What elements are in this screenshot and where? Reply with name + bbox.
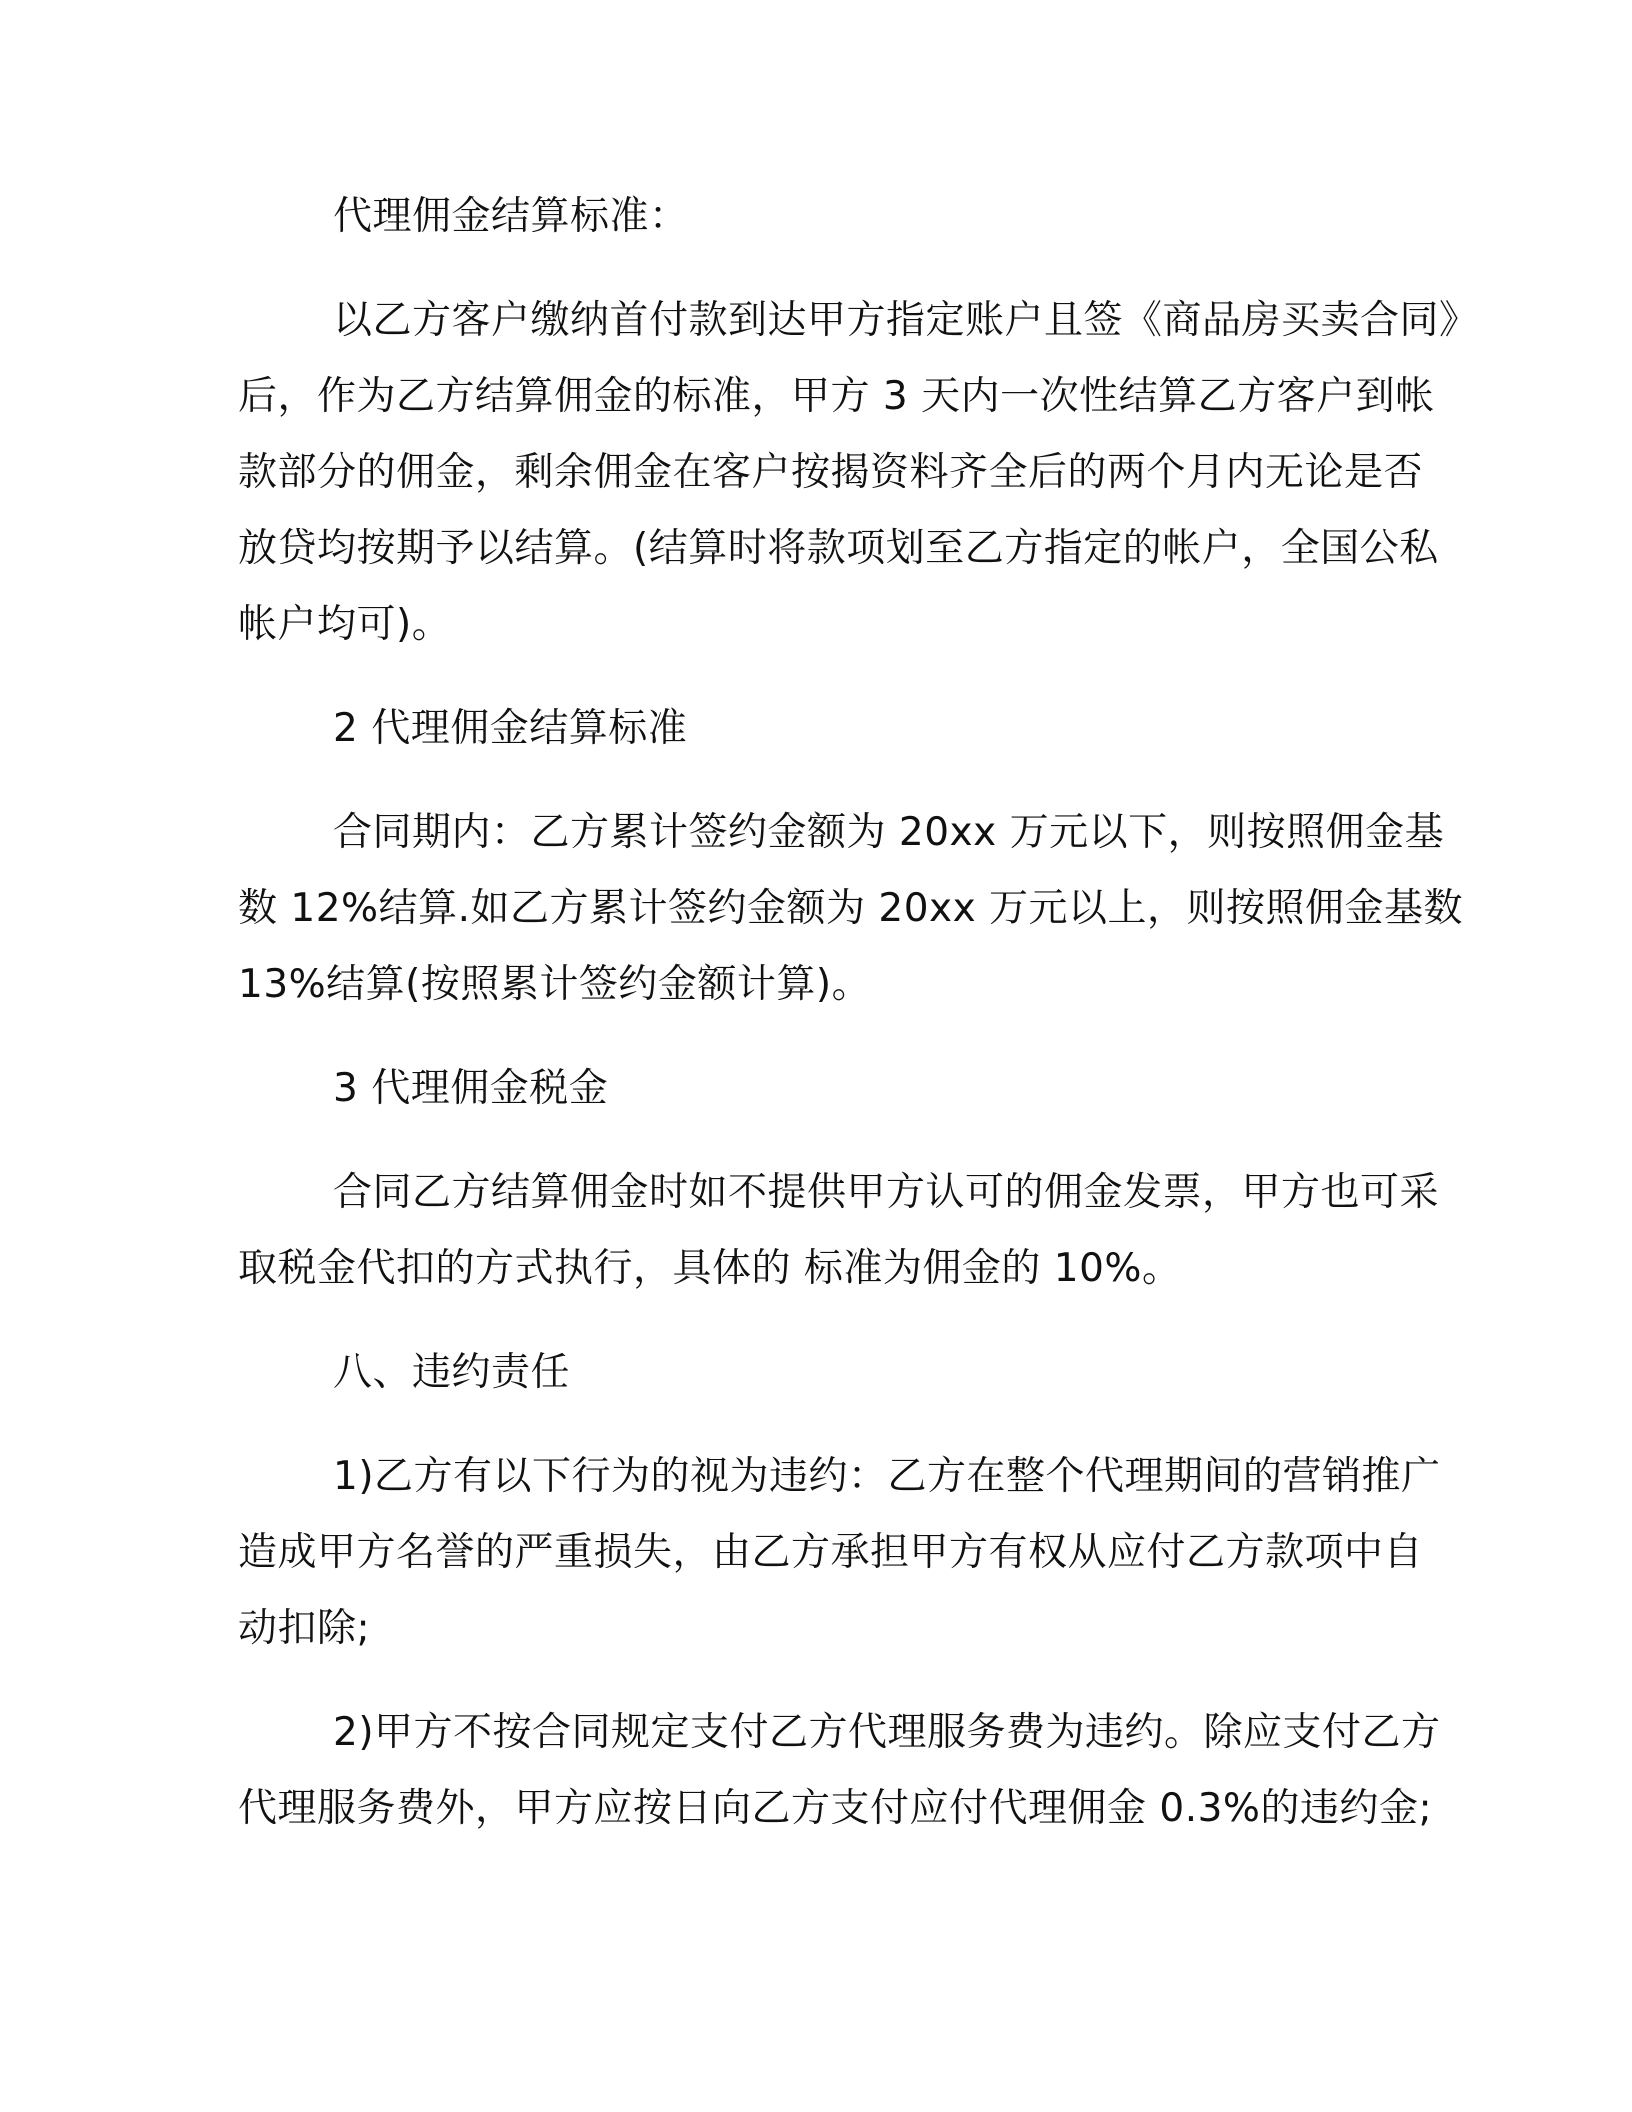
heading-section-3: 3 代理佣金税金 — [333, 1066, 609, 1111]
paragraph-breach-1-line-3: 动扣除; — [238, 1606, 371, 1651]
paragraph-contract-period-line-3: 13%结算(按照累计签约金额计算)。 — [238, 962, 872, 1007]
paragraph-breach-2-line-2: 代理服务费外，甲方应按日向乙方支付应付代理佣金 0.3%的违约金; — [238, 1786, 1433, 1831]
paragraph-contract-period-line-2: 数 12%结算.如乙方累计签约金额为 20xx 万元以上，则按照佣金基数 — [238, 886, 1464, 931]
heading-section-2: 2 代理佣金结算标准 — [333, 706, 688, 751]
paragraph-tax-line-2: 取税金代扣的方式执行，具体的 标准为佣金的 10%。 — [238, 1246, 1182, 1291]
paragraph-settlement-line-5: 帐户均可)。 — [238, 602, 452, 647]
paragraph-contract-period-line-1: 合同期内：乙方累计签约金额为 20xx 万元以下，则按照佣金基 — [333, 810, 1445, 855]
paragraph-tax-line-1: 合同乙方结算佣金时如不提供甲方认可的佣金发票，甲方也可采 — [333, 1170, 1440, 1215]
paragraph-breach-1-line-1: 1)乙方有以下行为的视为违约：乙方在整个代理期间的营销推广 — [333, 1454, 1441, 1499]
paragraph-breach-1-line-2: 造成甲方名誉的严重损失，由乙方承担甲方有权从应付乙方款项中自 — [238, 1530, 1424, 1575]
paragraph-breach-2-line-1: 2)甲方不按合同规定支付乙方代理服务费为违约。除应支付乙方 — [333, 1710, 1441, 1755]
paragraph-settlement-line-1: 以乙方客户缴纳首付款到达甲方指定账户且签《商品房买卖合同》 — [333, 298, 1479, 343]
paragraph-settlement-line-3: 款部分的佣金，剩余佣金在客户按揭资料齐全后的两个月内无论是否 — [238, 450, 1424, 495]
paragraph-settlement-line-4: 放贷均按期予以结算。(结算时将款项划至乙方指定的帐户，全国公私 — [238, 526, 1439, 571]
heading-breach-liability: 八、违约责任 — [333, 1350, 571, 1395]
paragraph-settlement-line-2: 后，作为乙方结算佣金的标准，甲方 3 天内一次性结算乙方客户到帐 — [238, 374, 1435, 419]
heading-commission-standard: 代理佣金结算标准： — [333, 194, 689, 239]
